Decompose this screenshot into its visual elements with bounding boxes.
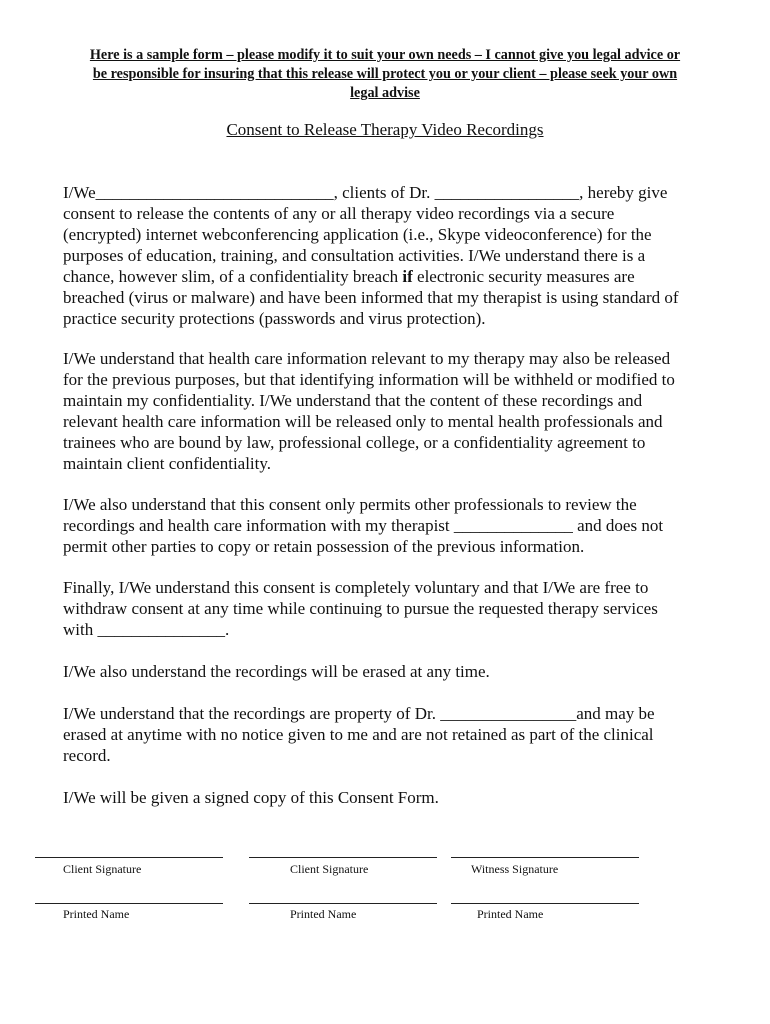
disclaimer-line-2: be responsible for insuring that this release will protect you or your client – please seek your own — [92, 66, 678, 82]
line-text-pre: chance, however slim, of a confidentiality breach — [63, 267, 403, 286]
bold-if: if — [402, 267, 413, 286]
paragraph-consent — [63, 182, 723, 329]
paragraph-line: recordings and health care information with my therapist ______________ and does not — [63, 516, 664, 535]
printed-name-label-1: Printed Name — [63, 907, 130, 921]
printed-name-line-1[interactable] — [35, 903, 223, 904]
paragraph-property — [63, 703, 723, 766]
client-signature-label-1: Client Signature — [63, 862, 142, 876]
paragraph-health-info — [63, 348, 723, 474]
paragraph-line: withdraw consent at any time while continuing to pursue the requested therapy services — [63, 599, 658, 618]
paragraph-review-permission — [63, 494, 723, 557]
paragraph-line: relevant health care information will be released only to mental health professionals and — [63, 412, 663, 431]
paragraph-line: permit other parties to copy or retain possession of the previous information. — [63, 537, 585, 556]
printed-name-label-3: Printed Name — [477, 907, 544, 921]
client-signature-line-1[interactable] — [35, 857, 223, 858]
disclaimer-line-3: legal advise — [350, 85, 420, 101]
paragraph-line: record. — [63, 746, 111, 765]
paragraph-line: I/We will be given a signed copy of this Consent Form. — [63, 788, 439, 807]
legal-disclaimer — [62, 46, 708, 103]
witness-signature-line[interactable] — [451, 857, 639, 858]
paragraph-line: maintain client confidentiality. — [63, 454, 272, 473]
paragraph-line: consent to release the contents of any or all therapy video recordings via a secure — [63, 204, 615, 223]
paragraph-copy — [63, 787, 723, 808]
paragraph-line: I/We understand that the recordings are property of Dr. ________________and may be — [63, 704, 655, 723]
client-signature-label-2: Client Signature — [290, 862, 369, 876]
paragraph-line: I/We understand that health care information relevant to my therapy may also be released — [63, 349, 671, 368]
paragraph-line: trainees who are bound by law, professional college, or a confidentiality agreement to — [63, 433, 646, 452]
paragraph-line: I/We also understand that this consent only permits other professionals to review the — [63, 495, 637, 514]
disclaimer-line-1: Here is a sample form – please modify it to suit your own needs – I cannot give you legal advice or — [89, 47, 681, 63]
client-signature-line-2[interactable] — [249, 857, 437, 858]
paragraph-line: I/We also understand the recordings will be erased at any time. — [63, 662, 490, 681]
paragraph-line — [63, 266, 723, 287]
paragraph-line: breached (virus or malware) and have been informed that my therapist is using standard of — [63, 288, 679, 307]
witness-signature-label: Witness Signature — [471, 862, 559, 876]
paragraph-erasure — [63, 661, 723, 682]
printed-name-line-2[interactable] — [249, 903, 437, 904]
paragraph-line: Finally, I/We understand this consent is completely voluntary and that I/We are free to — [63, 578, 649, 597]
line-text-post: electronic security measures are — [412, 267, 635, 286]
paragraph-line: purposes of education, training, and consultation activities. I/We understand there is a — [63, 246, 646, 265]
paragraph-line: for the previous purposes, but that identifying information will be withheld or modified to — [63, 370, 675, 389]
paragraph-line: I/We____________________________, clients of Dr. _________________, hereby give — [63, 183, 668, 202]
paragraph-line: maintain my confidentiality. I/We understand that the content of these recordings and — [63, 391, 643, 410]
printed-name-label-2: Printed Name — [290, 907, 357, 921]
paragraph-line: erased at anytime with no notice given to me and are not retained as part of the clinical — [63, 725, 654, 744]
paragraph-voluntary — [63, 577, 723, 640]
document-title: Consent to Release Therapy Video Recordings — [226, 120, 544, 139]
paragraph-line: with _______________. — [63, 620, 230, 639]
paragraph-line: practice security protections (passwords and virus protection). — [63, 309, 486, 328]
printed-name-line-3[interactable] — [451, 903, 639, 904]
paragraph-line: (encrypted) internet webconferencing application (i.e., Skype videoconference) for the — [63, 225, 652, 244]
